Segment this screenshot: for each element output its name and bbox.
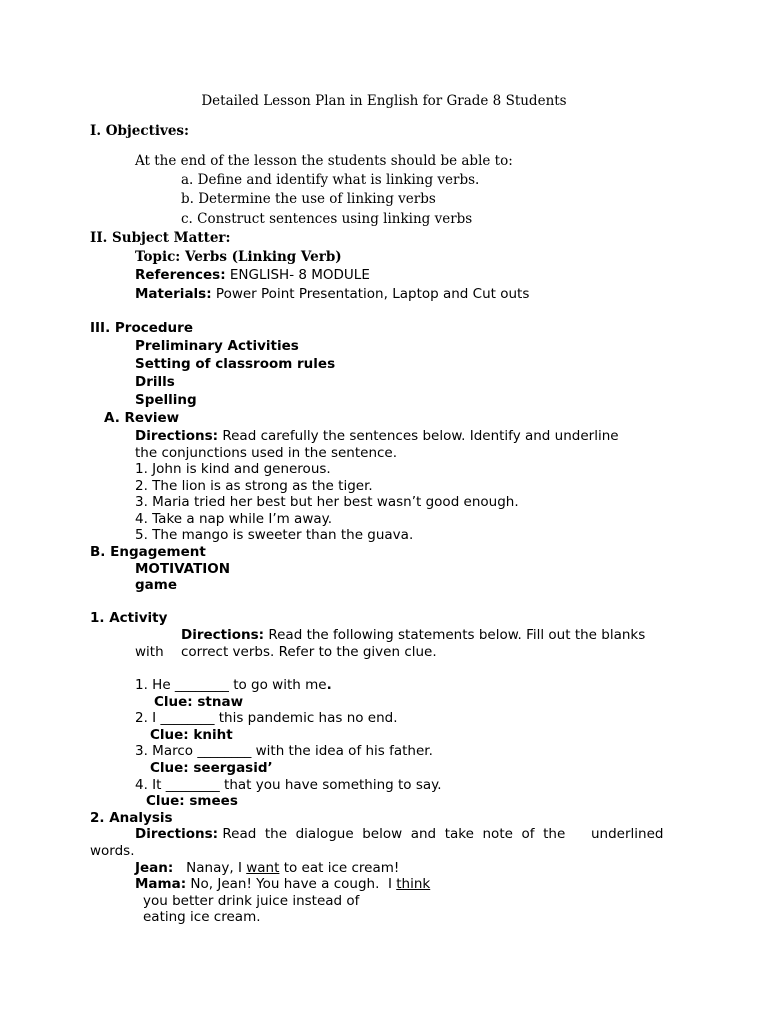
preliminary-item: Setting of classroom rules [135, 356, 336, 372]
speaker-jean: Jean: [135, 860, 174, 876]
subject-matter-heading: II. Subject Matter: [90, 230, 231, 246]
activity-item-text: 1. He ________ to go with me [135, 677, 327, 693]
analysis-heading: 2. Analysis [90, 810, 173, 826]
jean-text-end: to eat ice cream! [279, 860, 400, 876]
objective-item: b. Determine the use of linking verbs [181, 191, 436, 207]
activity-item-period: . [326, 677, 332, 693]
materials-value: Power Point Presentation, Laptop and Cut outs [211, 286, 530, 302]
dialogue-jean [135, 860, 399, 877]
activity-item: 4. It ________ that you have something to say. [135, 777, 442, 793]
speaker-mama: Mama: [135, 876, 187, 892]
materials-label: Materials: [135, 286, 212, 302]
activity-directions-line2: correct verbs. Refer to the given clue. [181, 644, 437, 660]
dialogue-mama [135, 876, 430, 893]
activity-clue: Clue: stnaw [154, 694, 244, 710]
activity-directions-text: Read the following statements below. Fill out the blanks [264, 627, 646, 643]
review-directions [135, 428, 619, 445]
activity-item: 2. I ________ this pandemic has no end. [135, 710, 398, 726]
mama-text: No, Jean! You have a cough. I [186, 876, 397, 892]
page-title: Detailed Lesson Plan in English for Grade 8 Students [201, 93, 567, 109]
review-sentence: 5. The mango is sweeter than the guava. [135, 527, 414, 543]
activity-clue: Clue: seergasid’ [150, 760, 273, 776]
motivation-label: MOTIVATION [135, 561, 231, 577]
review-directions-text: Read carefully the sentences below. Identify and underline [218, 428, 619, 444]
references-line [135, 267, 370, 284]
mama-text-line2: you better drink juice instead of [143, 893, 360, 909]
review-heading: A. Review [104, 410, 180, 426]
activity-heading: 1. Activity [90, 610, 168, 626]
review-sentence: 3. Maria tried her best but her best wasn’t good enough. [135, 494, 519, 510]
review-directions-label: Directions: [135, 428, 219, 444]
analysis-directions-label: Directions: [135, 826, 219, 842]
analysis-directions-line2: words. [90, 843, 135, 859]
jean-text: Nanay, I [173, 860, 247, 876]
procedure-heading: III. Procedure [90, 320, 193, 336]
objectives-intro: At the end of the lesson the students should be able to: [135, 153, 513, 169]
references-value: ENGLISH- 8 MODULE [225, 267, 370, 283]
preliminary-item: Preliminary Activities [135, 338, 299, 354]
materials-line [135, 286, 529, 303]
mama-text-line3: eating ice cream. [143, 909, 261, 925]
activity-item: 3. Marco ________ with the idea of his father. [135, 743, 433, 759]
analysis-directions-text: Read the dialogue below and take note of the underlined [222, 826, 664, 842]
objective-item: c. Construct sentences using linking verbs [181, 211, 473, 227]
analysis-directions [135, 826, 663, 843]
activity-clue: Clue: kniht [150, 727, 233, 743]
game-label: game [135, 577, 177, 593]
preliminary-item: Spelling [135, 392, 197, 408]
underlined-word: want [246, 860, 280, 876]
objective-item: a. Define and identify what is linking verbs. [181, 172, 480, 188]
review-sentence: 2. The lion is as strong as the tiger. [135, 478, 373, 494]
activity-item [135, 677, 332, 694]
review-sentence: 1. John is kind and generous. [135, 461, 331, 477]
review-directions-line2: the conjunctions used in the sentence. [135, 445, 398, 461]
activity-directions [181, 627, 645, 644]
underlined-word: think [396, 876, 431, 892]
engagement-heading: B. Engagement [90, 544, 206, 560]
topic-line: Topic: Verbs (Linking Verb) [135, 249, 342, 265]
review-sentence: 4. Take a nap while I’m away. [135, 511, 332, 527]
preliminary-item: Drills [135, 374, 175, 390]
references-label: References: [135, 267, 226, 283]
activity-directions-label: Directions: [181, 627, 265, 643]
activity-clue: Clue: smees [146, 793, 238, 809]
objectives-heading: I. Objectives: [90, 123, 189, 139]
activity-directions-with: with [135, 644, 164, 660]
